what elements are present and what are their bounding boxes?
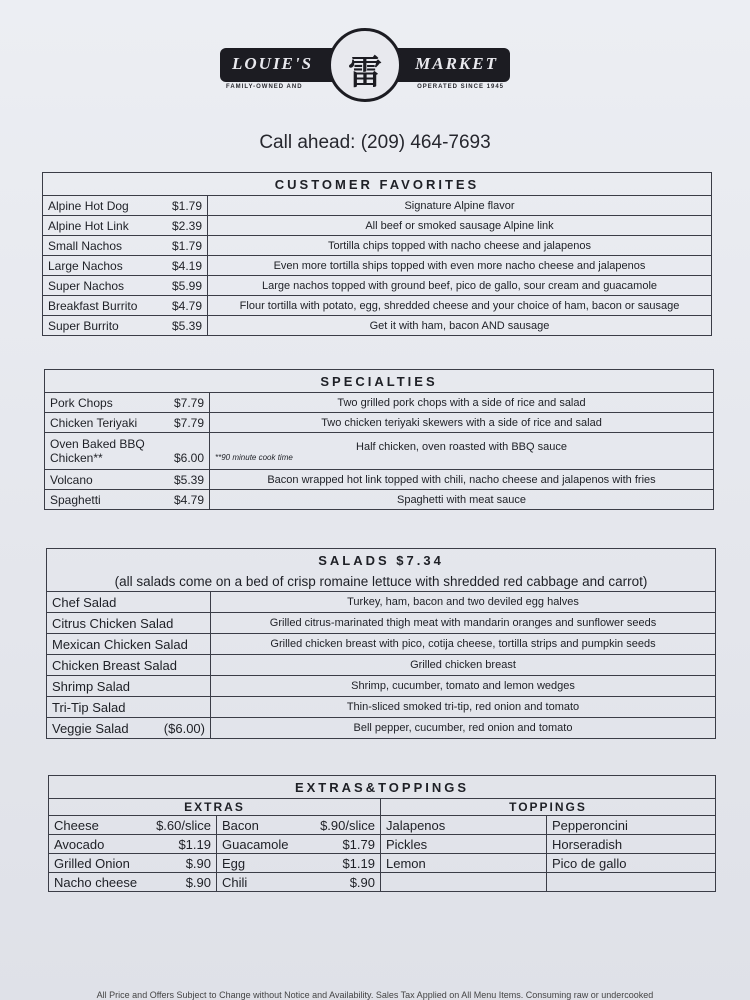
section-title: CUSTOMER FAVORITES bbox=[43, 173, 712, 196]
topping-name bbox=[381, 873, 547, 892]
item-description: Signature Alpine flavor bbox=[208, 196, 712, 216]
item-description: Even more tortilla ships topped with even more nacho cheese and jalapenos bbox=[208, 256, 712, 276]
table-row bbox=[43, 296, 712, 316]
item-price: $1.79 bbox=[171, 198, 202, 213]
table-row bbox=[45, 490, 714, 510]
item-price: $4.19 bbox=[171, 258, 202, 273]
logo-seal bbox=[328, 28, 402, 102]
item-name: Large Nachos bbox=[48, 258, 123, 273]
item-name-cont: Chicken** bbox=[50, 451, 103, 465]
item-description: Bell pepper, cucumber, red onion and tomato bbox=[211, 718, 716, 739]
table-row bbox=[43, 316, 712, 336]
table-row bbox=[49, 873, 716, 892]
logo-tag-left: FAMILY-OWNED AND bbox=[226, 84, 303, 90]
table-row bbox=[45, 433, 714, 470]
section-title: EXTRAS&TOPPINGS bbox=[49, 776, 716, 799]
table-row bbox=[47, 592, 716, 613]
table-row bbox=[47, 697, 716, 718]
customer-favorites-table bbox=[42, 172, 712, 336]
logo-glyph: 雷 bbox=[348, 53, 382, 93]
item-description: Bacon wrapped hot link topped with chili, nacho cheese and jalapenos with fries bbox=[210, 470, 714, 490]
topping-name: Jalapenos bbox=[381, 816, 547, 835]
table-row bbox=[49, 835, 716, 854]
extra-name: Avocado bbox=[54, 836, 105, 852]
table-row bbox=[47, 676, 716, 697]
item-price: $6.00 bbox=[173, 451, 204, 465]
item-description: Tortilla chips topped with nacho cheese and jalapenos bbox=[208, 236, 712, 256]
item-description: Turkey, ham, bacon and two deviled egg halves bbox=[211, 592, 716, 613]
salads-table bbox=[46, 548, 716, 739]
topping-name bbox=[547, 873, 716, 892]
topping-name: Pepperoncini bbox=[547, 816, 716, 835]
item-name: Veggie Salad bbox=[52, 720, 129, 736]
item-description: Get it with ham, bacon AND sausage bbox=[208, 316, 712, 336]
item-description: Two chicken teriyaki skewers with a side of rice and salad bbox=[210, 413, 714, 433]
item-price: $1.79 bbox=[171, 238, 202, 253]
logo-tag-right: OPERATED SINCE 1945 bbox=[417, 84, 504, 90]
item-name: Alpine Hot Link bbox=[48, 218, 129, 233]
extra-price: $.90 bbox=[185, 874, 211, 890]
topping-name: Horseradish bbox=[547, 835, 716, 854]
extra-price: $.60/slice bbox=[156, 817, 211, 833]
table-row bbox=[49, 816, 716, 835]
item-price: $5.39 bbox=[173, 472, 204, 487]
item-price: $7.79 bbox=[173, 415, 204, 430]
item-price: ($6.00) bbox=[163, 720, 205, 736]
toppings-header: TOPPINGS bbox=[381, 799, 716, 816]
table-row bbox=[47, 718, 716, 739]
item-name: Mexican Chicken Salad bbox=[52, 636, 188, 652]
item-name: Tri-Tip Salad bbox=[52, 699, 126, 715]
extra-price: $.90 bbox=[185, 855, 211, 871]
item-name: Chicken Teriyaki bbox=[50, 415, 138, 430]
item-price: $5.39 bbox=[171, 318, 202, 333]
table-row bbox=[47, 655, 716, 676]
section-title: SALADS $7.34 bbox=[47, 549, 716, 572]
item-price: $4.79 bbox=[171, 298, 202, 313]
extra-price: $.90 bbox=[349, 874, 375, 890]
extra-name: Egg bbox=[222, 855, 246, 871]
extra-price: $1.79 bbox=[342, 836, 375, 852]
item-name: Small Nachos bbox=[48, 238, 123, 253]
item-description: Thin-sliced smoked tri-tip, red onion and tomato bbox=[211, 697, 716, 718]
item-name: Breakfast Burrito bbox=[48, 298, 138, 313]
extra-name: Chili bbox=[222, 874, 248, 890]
topping-name: Pico de gallo bbox=[547, 854, 716, 873]
table-row bbox=[43, 196, 712, 216]
table-row bbox=[47, 613, 716, 634]
item-name: Super Nachos bbox=[48, 278, 125, 293]
item-name: Chef Salad bbox=[52, 594, 117, 610]
call-ahead-phone: Call ahead: (209) 464-7693 bbox=[259, 132, 491, 153]
item-name: Spaghetti bbox=[50, 492, 101, 507]
item-name: Shrimp Salad bbox=[52, 678, 131, 694]
item-description: Flour tortilla with potato, egg, shredded cheese and your choice of ham, bacon or sausage bbox=[208, 296, 712, 316]
section-title: SPECIALTIES bbox=[45, 370, 714, 393]
item-price: $4.79 bbox=[173, 492, 204, 507]
item-price: $5.99 bbox=[171, 278, 202, 293]
extra-name: Nacho cheese bbox=[54, 874, 138, 890]
table-row bbox=[43, 216, 712, 236]
cook-time-note: **90 minute cook time bbox=[215, 452, 293, 462]
item-description: Shrimp, cucumber, tomato and lemon wedges bbox=[211, 676, 716, 697]
section-subtitle: (all salads come on a bed of crisp romaine lettuce with shredded red cabbage and carrot) bbox=[47, 571, 716, 592]
extra-name: Cheese bbox=[54, 817, 99, 833]
item-description: Half chicken, oven roasted with BBQ sauce bbox=[356, 440, 567, 453]
logo-right-name: MARKET bbox=[415, 54, 498, 73]
topping-name: Lemon bbox=[381, 854, 547, 873]
extra-name: Guacamole bbox=[222, 836, 289, 852]
extra-name: Bacon bbox=[222, 817, 259, 833]
item-name: Oven Baked BBQ bbox=[50, 437, 145, 451]
extras-toppings-table bbox=[48, 775, 716, 892]
item-name: Citrus Chicken Salad bbox=[52, 615, 174, 631]
table-row bbox=[45, 393, 714, 413]
item-description: All beef or smoked sausage Alpine link bbox=[208, 216, 712, 236]
item-price: $2.39 bbox=[171, 218, 202, 233]
topping-name: Pickles bbox=[381, 835, 547, 854]
item-name: Alpine Hot Dog bbox=[48, 198, 129, 213]
specialties-table bbox=[44, 369, 714, 510]
table-row bbox=[45, 470, 714, 490]
logo-left-name: LOUIE'S bbox=[232, 54, 314, 73]
extra-name: Grilled Onion bbox=[54, 855, 130, 871]
table-row bbox=[45, 413, 714, 433]
item-description: Two grilled pork chops with a side of rice and salad bbox=[210, 393, 714, 413]
extra-price: $1.19 bbox=[342, 855, 375, 871]
table-row bbox=[43, 236, 712, 256]
item-name: Volcano bbox=[50, 472, 93, 487]
louies-market-logo bbox=[220, 26, 510, 102]
table-row bbox=[43, 276, 712, 296]
item-name: Chicken Breast Salad bbox=[52, 657, 178, 673]
footer-disclaimer: All Price and Offers Subject to Change without Notice and Availability. Sales Tax Applied on All Menu Items. Consuming raw or undercooked bbox=[96, 990, 654, 1000]
item-name: Pork Chops bbox=[50, 395, 113, 410]
item-name: Super Burrito bbox=[48, 318, 119, 333]
table-row bbox=[43, 256, 712, 276]
item-description: Large nachos topped with ground beef, pico de gallo, sour cream and guacamole bbox=[208, 276, 712, 296]
table-row bbox=[47, 634, 716, 655]
item-description: Grilled citrus-marinated thigh meat with mandarin oranges and sunflower seeds bbox=[211, 613, 716, 634]
item-description: Grilled chicken breast with pico, cotija cheese, tortilla strips and pumpkin seeds bbox=[211, 634, 716, 655]
item-description: Grilled chicken breast bbox=[211, 655, 716, 676]
item-price: $7.79 bbox=[173, 395, 204, 410]
item-description: Spaghetti with meat sauce bbox=[210, 490, 714, 510]
extras-header: EXTRAS bbox=[49, 799, 381, 816]
extra-price: $1.19 bbox=[178, 836, 211, 852]
table-row bbox=[49, 854, 716, 873]
extra-price: $.90/slice bbox=[320, 817, 375, 833]
